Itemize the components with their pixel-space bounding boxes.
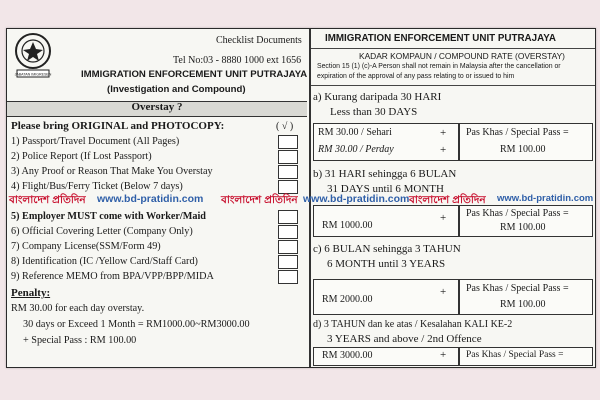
section-b-fee: RM 1000.00 [322, 220, 373, 231]
watermark-url-3: www.bd-pratidin.com [497, 193, 594, 204]
section-a-fee-2: RM 30.00 / Perday [318, 144, 394, 155]
divider [311, 85, 595, 86]
section-b-plus: + [440, 212, 447, 224]
document-item-5: 5) Employer MUST come with Worker/Maid [11, 211, 206, 222]
penalty-header: Penalty: [11, 287, 51, 299]
section-d-subheading: 3 YEARS and above / 2nd Offence [327, 333, 482, 345]
section-a-fee-1: RM 30.00 / Sehari [318, 127, 392, 138]
section-c-pass-box [459, 279, 593, 315]
section-b-pass-amount: RM 100.00 [500, 222, 546, 233]
right-title: IMMIGRATION ENFORCEMENT UNIT PUTRAJAYA [325, 33, 556, 44]
watermark-bn-1: বাংলাদেশ প্রতিদিন [9, 194, 86, 206]
section-b-subheading: 31 DAYS until 6 MONTH [327, 183, 444, 195]
section-c-fee: RM 2000.00 [322, 294, 373, 305]
checklist-document [6, 28, 596, 368]
penalty-line-1: RM 30.00 for each day overstay. [11, 303, 145, 314]
section-a-fee-box [313, 123, 459, 161]
checklist-label: Checklist Documents [216, 35, 302, 46]
checkbox-item-2[interactable] [278, 150, 298, 164]
document-item-2: 2) Police Report (If Lost Passport) [11, 151, 152, 162]
document-item-8: 8) Identification (IC /Yellow Card/Staff Card) [11, 256, 198, 267]
divider [311, 48, 595, 49]
emblem-text: JABATAN IMIGRESEN [14, 72, 52, 77]
section-a-heading: a) Kurang daripada 30 HARI [313, 91, 442, 103]
document-item-6: 6) Official Covering Letter (Company Only) [11, 226, 193, 237]
section-a-pass-amount: RM 100.00 [500, 144, 546, 155]
document-item-9: 9) Reference MEMO from BPA/VPP/BPP/MIDA [11, 271, 214, 282]
section-d-fee-box [313, 347, 459, 366]
document-item-3: 3) Any Proof or Reason That Make You Overstay [11, 166, 213, 177]
immigration-emblem-icon [11, 31, 55, 79]
tel-number: Tel No:03 - 8880 1000 ext 1656 [173, 55, 302, 66]
checkbox-item-8[interactable] [278, 255, 298, 269]
section-d-fee: RM 3000.00 [322, 350, 373, 361]
checkbox-item-4[interactable] [278, 180, 298, 194]
section-a-subheading: Less than 30 DAYS [330, 106, 418, 118]
section-d-heading: d) 3 TAHUN dan ke atas / Kesalahan KALI KE-2 [313, 319, 513, 330]
rate-title: KADAR KOMPAUN / COMPOUND RATE (OVERSTAY) [359, 51, 565, 61]
section-b-heading: b) 31 HARI sehingga 6 BULAN [313, 168, 457, 180]
law-line-2: expiration of the approval of any pass relating to or issued to him [317, 73, 515, 80]
document-item-7: 7) Company License(SSM/Form 49) [11, 241, 161, 252]
watermark-url-2: www.bd-pratidin.com [303, 193, 410, 205]
unit-title: IMMIGRATION ENFORCEMENT UNIT PUTRAJAYA [81, 69, 308, 80]
penalty-line-3: + Special Pass : RM 100.00 [23, 335, 137, 346]
checkbox-item-9[interactable] [278, 270, 298, 284]
section-c-heading: c) 6 BULAN sehingga 3 TAHUN [313, 243, 461, 255]
section-title: Overstay ? [131, 101, 183, 113]
checkbox-item-5[interactable] [278, 210, 298, 224]
section-c-plus: + [440, 286, 447, 298]
section-a-plus-2: + [440, 144, 447, 156]
section-b-pass-label: Pas Khas / Special Pass = [466, 208, 569, 219]
section-a-plus: + [440, 127, 447, 139]
overstay-bar [7, 101, 307, 117]
section-c-subheading: 6 MONTH until 3 YEARS [327, 258, 446, 270]
checkbox-item-7[interactable] [278, 240, 298, 254]
section-d-plus: + [440, 349, 447, 361]
checkbox-item-1[interactable] [278, 135, 298, 149]
law-line-1: Section 15 (1) (c)-A Person shall not remain in Malaysia after the cancellation or [317, 63, 561, 70]
watermark-bn-3: বাংলাদেশ প্রতিদিন [409, 194, 486, 206]
section-c-fee-box [313, 279, 459, 315]
section-a-pass-box [459, 123, 593, 161]
section-c-pass-label: Pas Khas / Special Pass = [466, 283, 569, 294]
section-c-pass-amount: RM 100.00 [500, 299, 546, 310]
checkbox-item-6[interactable] [278, 225, 298, 239]
section-d-pass-box [459, 347, 593, 366]
penalty-line-2: 30 days or Exceed 1 Month = RM1000.00~RM3000.00 [23, 319, 250, 330]
watermark-bn-2: বাংলাদেশ প্রতিদিন [221, 194, 298, 206]
document-item-4: 4) Flight/Bus/Ferry Ticket (Below 7 days) [11, 181, 183, 192]
watermark-url-1: www.bd-pratidin.com [97, 193, 204, 205]
bring-header: Please bring ORIGINAL and PHOTOCOPY: [11, 120, 225, 132]
unit-subtitle: (Investigation and Compound) [107, 84, 246, 95]
checkbox-item-3[interactable] [278, 165, 298, 179]
check-mark-header: ( √ ) [276, 121, 294, 132]
section-a-pass-label: Pas Khas / Special Pass = [466, 127, 569, 138]
section-d-pass-label: Pas Khas / Special Pass = [466, 350, 564, 360]
document-item-1: 1) Passport/Travel Document (All Pages) [11, 136, 180, 147]
